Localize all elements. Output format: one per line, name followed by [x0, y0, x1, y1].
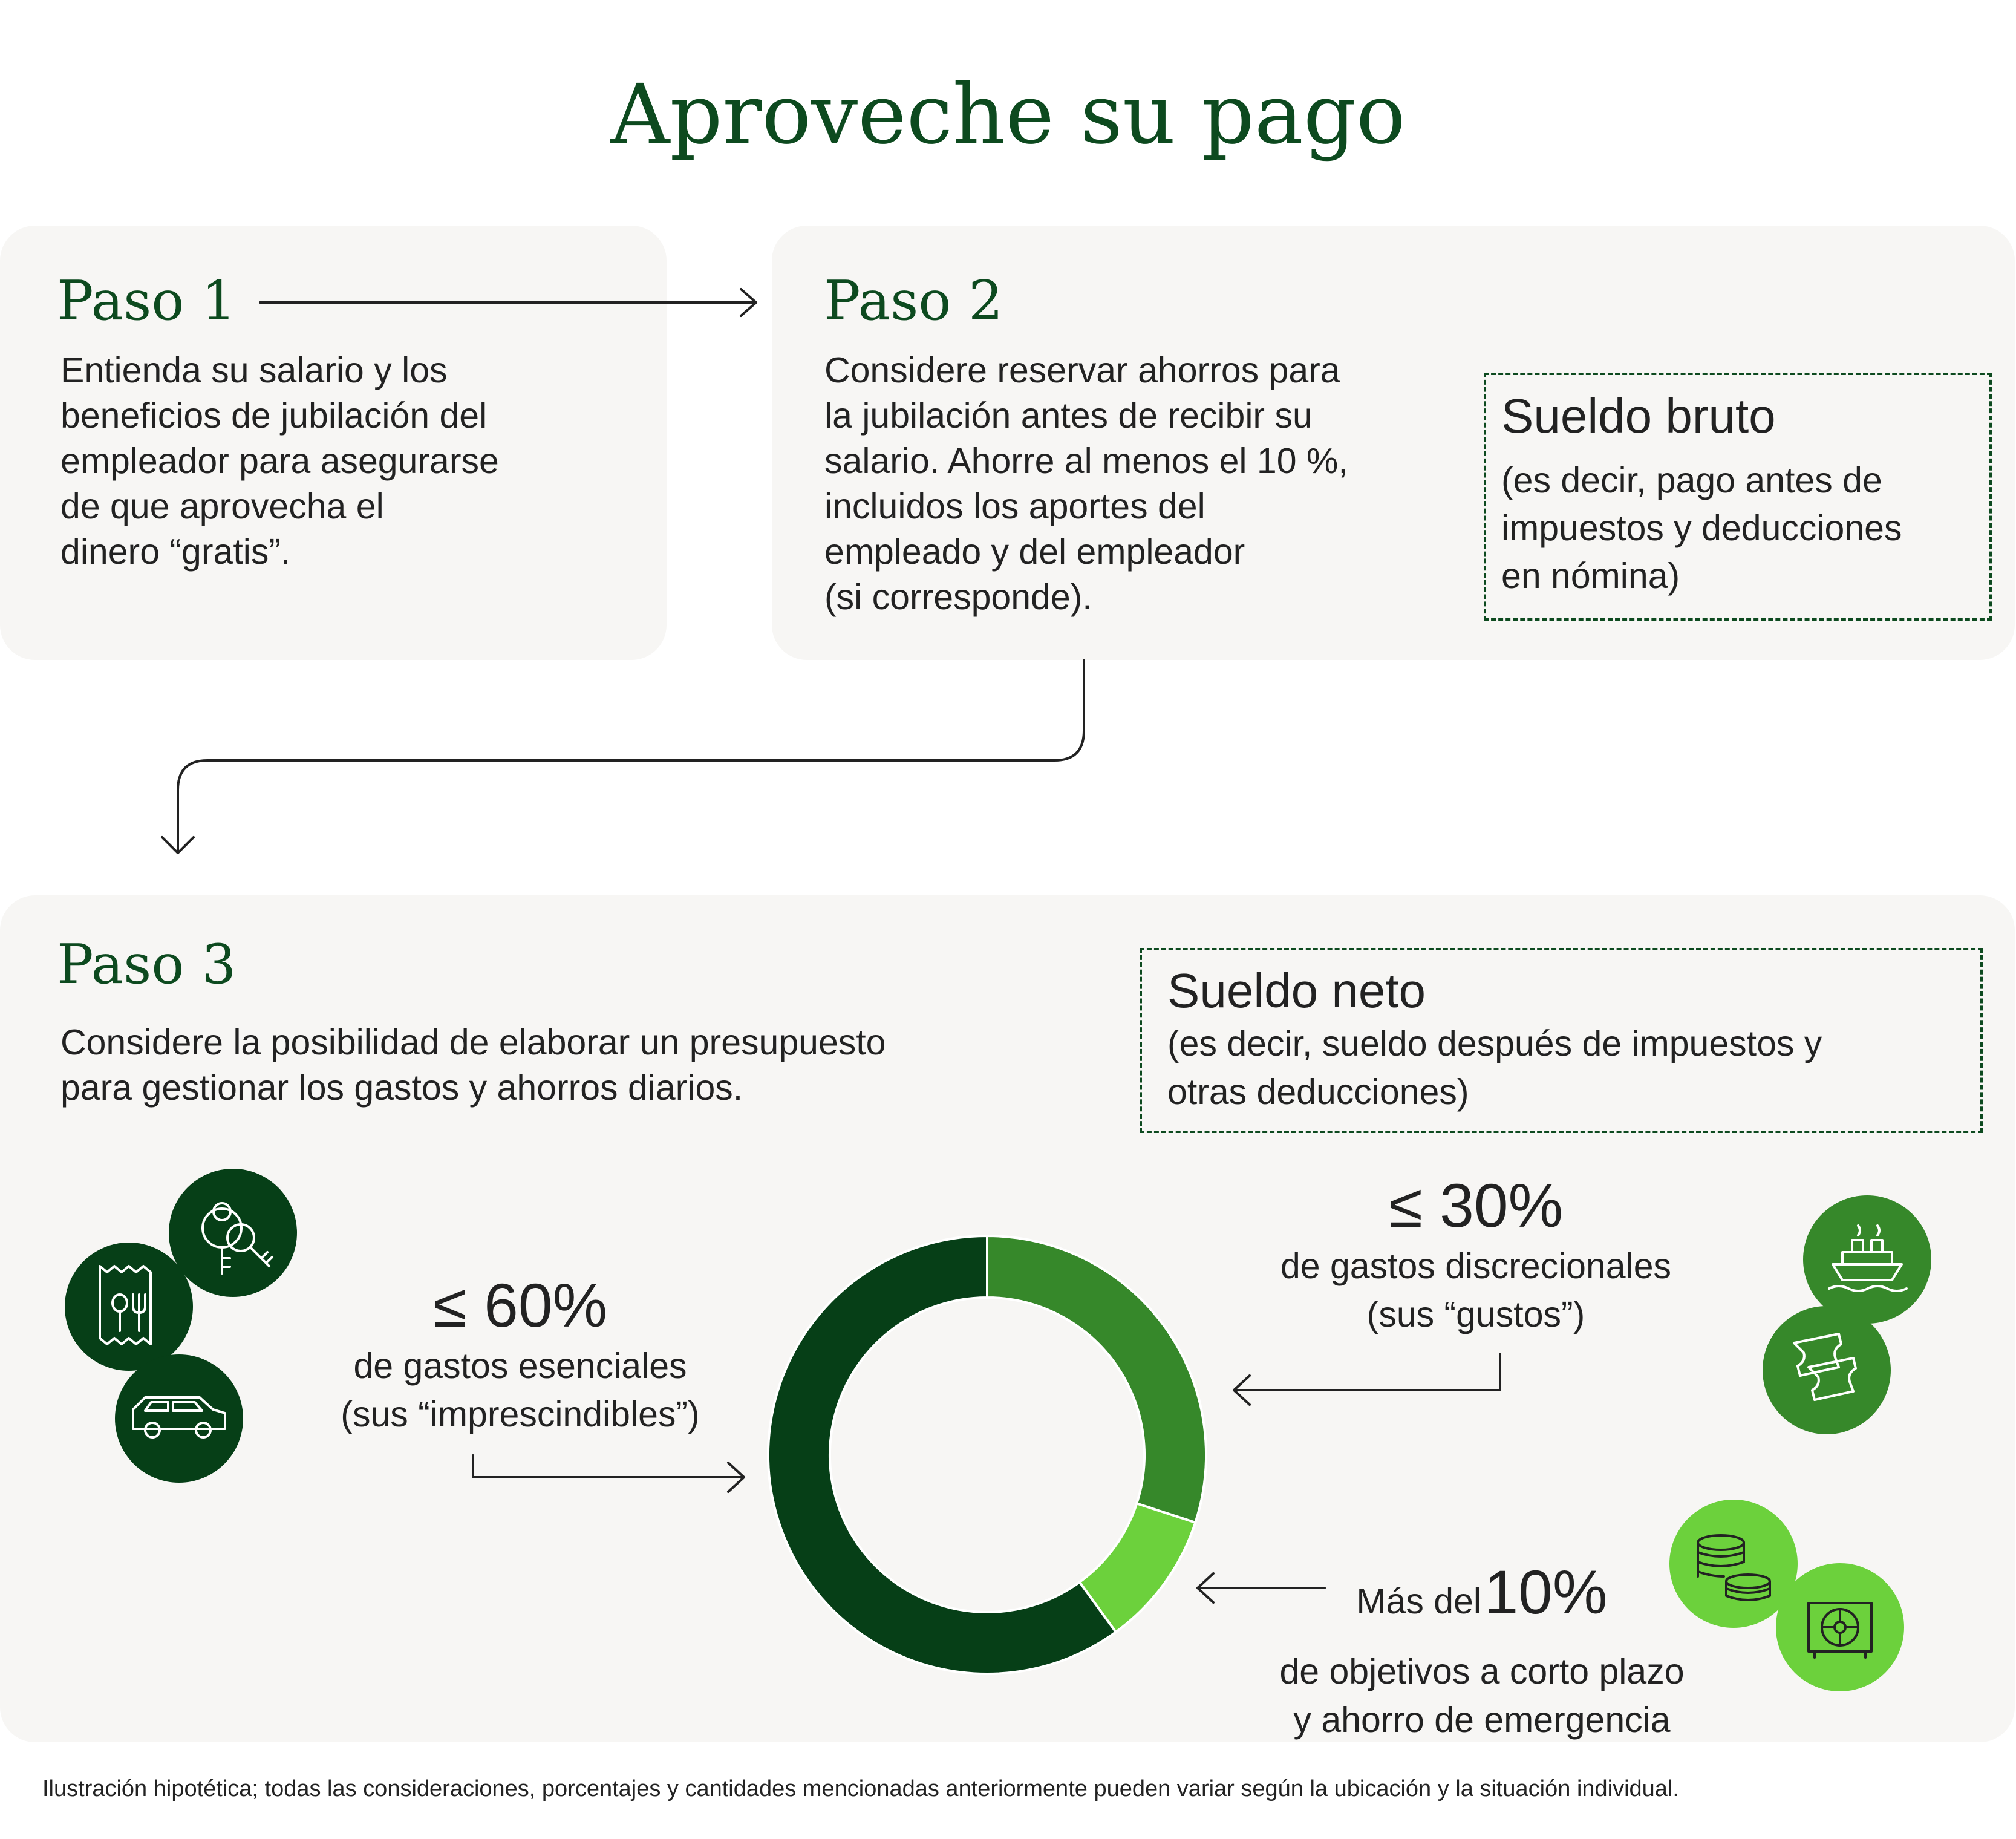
step2-heading: Paso 2 [824, 269, 1003, 333]
savings-prefix: Más del [1356, 1581, 1481, 1621]
car-icon [115, 1354, 243, 1483]
step3-line: Considere la posibilidad de elaborar un presupuesto [60, 1022, 886, 1062]
coins-icon [1669, 1500, 1798, 1628]
net-salary-line: otras deducciones) [1167, 1072, 1469, 1112]
footnote: Ilustración hipotética; todas las consideraciones, porcentajes y cantidades mencionadas anteriormente pueden variar según la ubicación y la situación individual. [42, 1776, 1679, 1801]
gross-salary-heading: Sueldo bruto [1501, 389, 1776, 443]
gross-salary-line: impuestos y deducciones [1501, 508, 1902, 548]
discretionary-percent: ≤ 30% [1388, 1171, 1564, 1240]
keys-icon [169, 1169, 297, 1297]
step3-heading: Paso 3 [57, 933, 237, 996]
gross-salary-line: (es decir, pago antes de [1501, 460, 1882, 500]
step2-line: salario. Ahorre al menos el 10 %, [824, 441, 1348, 481]
step1-heading: Paso 1 [57, 269, 237, 333]
step2-line: Considere reservar ahorros para [824, 350, 1340, 390]
arrow-step1-to-step2 [260, 289, 756, 316]
step1-line: beneficios de jubilación del [60, 396, 488, 436]
donut-segment-discretionary [987, 1236, 1206, 1523]
savings-percent: 10% [1484, 1558, 1608, 1627]
step1-line: dinero “gratis”. [60, 532, 291, 572]
budget-donut-chart [768, 1236, 1206, 1674]
step3-line: para gestionar los gastos y ahorros diarios. [60, 1068, 743, 1108]
safe-icon [1776, 1563, 1904, 1691]
step1-line: Entienda su salario y los [60, 350, 448, 390]
net-salary-line: (es decir, sueldo después de impuestos y [1167, 1024, 1822, 1063]
discretionary-label: de gastos discrecionales [1280, 1246, 1672, 1286]
step2-line: la jubilación antes de recibir su [824, 396, 1313, 436]
step2-line: empleado y del empleador [824, 532, 1245, 572]
essential-label: de gastos esenciales [353, 1346, 687, 1386]
essential-percent: ≤ 60% [432, 1271, 608, 1340]
arrow-step2-to-step3 [162, 660, 1084, 853]
savings-label: de objetivos a corto plazo [1279, 1651, 1685, 1691]
arrow-discretionary [1234, 1354, 1500, 1405]
tickets-icon [1763, 1306, 1891, 1434]
step2-line: incluidos los aportes del [824, 486, 1205, 526]
page-title: Aproveche su pago [610, 67, 1406, 163]
gross-salary-line: en nómina) [1501, 556, 1680, 596]
arrow-savings [1198, 1573, 1325, 1602]
ship-icon [1803, 1195, 1931, 1324]
step1-line: de que aprovecha el [60, 486, 384, 526]
essential-sublabel: (sus “imprescindibles”) [341, 1394, 700, 1434]
step1-line: empleador para asegurarse [60, 441, 499, 481]
step2-line: (si corresponde). [824, 577, 1092, 617]
net-salary-heading: Sueldo neto [1167, 964, 1426, 1017]
savings-sublabel: y ahorro de emergencia [1293, 1700, 1671, 1740]
menu-fork-knife-icon [65, 1243, 193, 1371]
arrow-essential [473, 1455, 744, 1492]
discretionary-sublabel: (sus “gustos”) [1366, 1295, 1585, 1334]
